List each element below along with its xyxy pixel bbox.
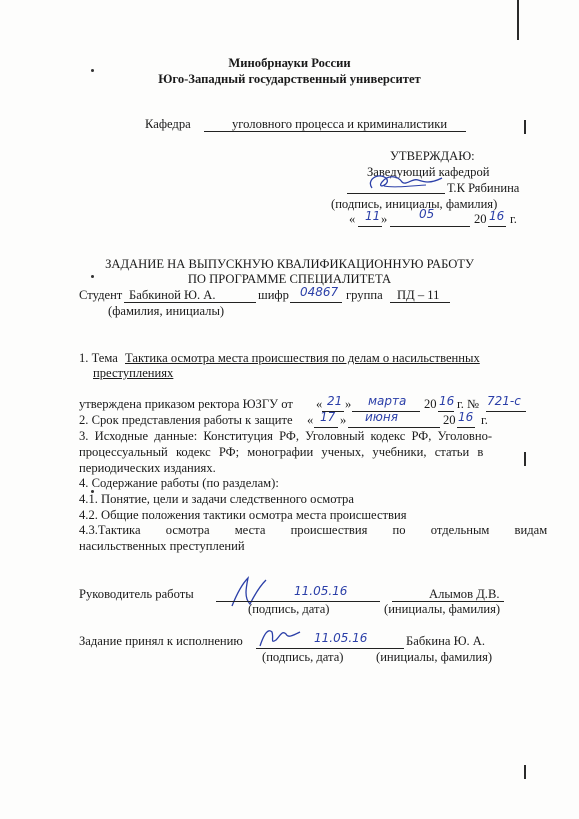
- student-label: Студент: [79, 288, 123, 302]
- head-caption: (подпись, инициалы, фамилия): [331, 197, 498, 211]
- accepted-label: Задание принял к исполнению: [79, 634, 243, 648]
- approval-date-close: »: [381, 212, 388, 226]
- approval-year-suffix: 16: [489, 209, 505, 223]
- cipher-line: [290, 302, 342, 303]
- department-label: Кафедра: [145, 117, 191, 131]
- deadline-open: «: [307, 413, 314, 427]
- source-line2: процессуальный кодекс РФ; монографии ученых, учебники, статьи в: [79, 445, 484, 459]
- order-month: марта: [368, 394, 407, 408]
- deadline-month-line: [348, 427, 440, 428]
- order-year-suffix: 16: [439, 394, 455, 408]
- approval-date-day: 11: [365, 209, 381, 223]
- approve-label: УТВЕРЖДАЮ:: [390, 149, 475, 163]
- deadline-day-line: [314, 427, 338, 428]
- head-sign-line: [347, 193, 445, 194]
- supervisor-caption-sig: (подпись, дата): [248, 602, 330, 616]
- scan-edge-mark: [524, 120, 526, 134]
- scan-edge-mark: [524, 452, 526, 466]
- approval-year-prefix: 20: [474, 212, 487, 226]
- student-cipher: 04867: [300, 285, 339, 299]
- order-number: 721-с: [487, 394, 521, 408]
- deadline-day: 17: [320, 410, 336, 424]
- approval-month-line: [390, 226, 470, 227]
- deadline-text: 2. Срок представления работы к защите: [79, 413, 293, 427]
- student-name: Бабкиной Ю. А.: [129, 288, 216, 302]
- topic-text-line2: преступлениях: [93, 366, 174, 380]
- cipher-label: шифр: [258, 288, 289, 302]
- group-label: группа: [346, 288, 383, 302]
- department-name: уголовного процесса и криминалистики: [232, 117, 448, 131]
- deadline-year-line: [457, 427, 475, 428]
- accepted-name: Бабкина Ю. А.: [406, 634, 486, 648]
- order-open: «: [316, 397, 323, 411]
- source-line3: периодических изданиях.: [79, 461, 216, 475]
- deadline-close: »: [340, 413, 347, 427]
- contents-item-3-line1: 4.3.Тактика осмотра места происшествия по отдельным видам: [79, 523, 548, 537]
- order-text: утверждена приказом ректора ЮЗГУ от: [79, 397, 293, 411]
- accepted-sign-line: [256, 648, 404, 649]
- head-title: Заведующий кафедрой: [367, 165, 490, 179]
- deadline-year-prefix: 20: [443, 413, 456, 427]
- ministry-name: Минобрнауки России: [228, 56, 351, 70]
- head-signature-icon: [364, 170, 446, 194]
- approval-year-unit: г.: [510, 212, 517, 226]
- student-caption: (фамилия, инициалы): [108, 304, 225, 318]
- approval-day-line: [358, 226, 382, 227]
- supervisor-name: Алымов Д.В.: [429, 587, 500, 601]
- supervisor-caption-name: (инициалы, фамилия): [384, 602, 501, 616]
- document-title-line2: ПО ПРОГРАММЕ СПЕЦИАЛИТЕТА: [187, 272, 392, 286]
- approval-date-open: «: [349, 212, 356, 226]
- accepted-caption-sig: (подпись, дата): [262, 650, 344, 664]
- contents-label: 4. Содержание работы (по разделам):: [79, 476, 279, 490]
- student-group: ПД – 11: [397, 288, 440, 302]
- department-underline: [204, 131, 466, 132]
- supervisor-label: Руководитель работы: [79, 587, 194, 601]
- supervisor-date: 11.05.16: [294, 584, 348, 598]
- order-day: 21: [327, 394, 343, 408]
- source-line1: 3. Исходные данные: Конституция РФ, Уголовный кодекс РФ, Уголовно-: [79, 429, 493, 443]
- document-title-line1: ЗАДАНИЕ НА ВЫПУСКНУЮ КВАЛИФИКАЦИОННУЮ РАБОТУ: [105, 257, 474, 271]
- approval-date-month: 05: [419, 207, 435, 221]
- approval-year-line: [488, 226, 506, 227]
- order-number-line: [486, 411, 526, 412]
- contents-item-1: 4.1. Понятие, цели и задачи следственного осмотра: [79, 492, 354, 506]
- order-close: »: [345, 397, 352, 411]
- deadline-month: июня: [365, 410, 398, 424]
- deadline-year-unit: г.: [481, 413, 488, 427]
- accepted-caption-name: (инициалы, фамилия): [376, 650, 493, 664]
- deadline-year-suffix: 16: [458, 410, 474, 424]
- topic-label: 1. Тема: [79, 351, 118, 365]
- group-line: [390, 302, 450, 303]
- order-num-label: г. №: [457, 397, 480, 411]
- head-name: Т.К Рябинина: [447, 181, 520, 195]
- contents-item-2: 4.2. Общие положения тактики осмотра места происшествия: [79, 508, 407, 522]
- topic-text-line1: Тактика осмотра места происшествия по делам о насильственных: [125, 351, 480, 365]
- accepted-signature-icon: [256, 624, 306, 650]
- university-name: Юго-Западный государственный университет: [158, 72, 421, 86]
- order-year-line: [438, 411, 454, 412]
- contents-item-3-line2: насильственных преступлений: [79, 539, 245, 553]
- scan-edge-mark: [517, 0, 519, 40]
- student-name-line: [124, 302, 256, 303]
- accepted-date: 11.05.16: [314, 631, 368, 645]
- order-year-prefix: 20: [424, 397, 437, 411]
- scan-edge-mark: [524, 765, 526, 779]
